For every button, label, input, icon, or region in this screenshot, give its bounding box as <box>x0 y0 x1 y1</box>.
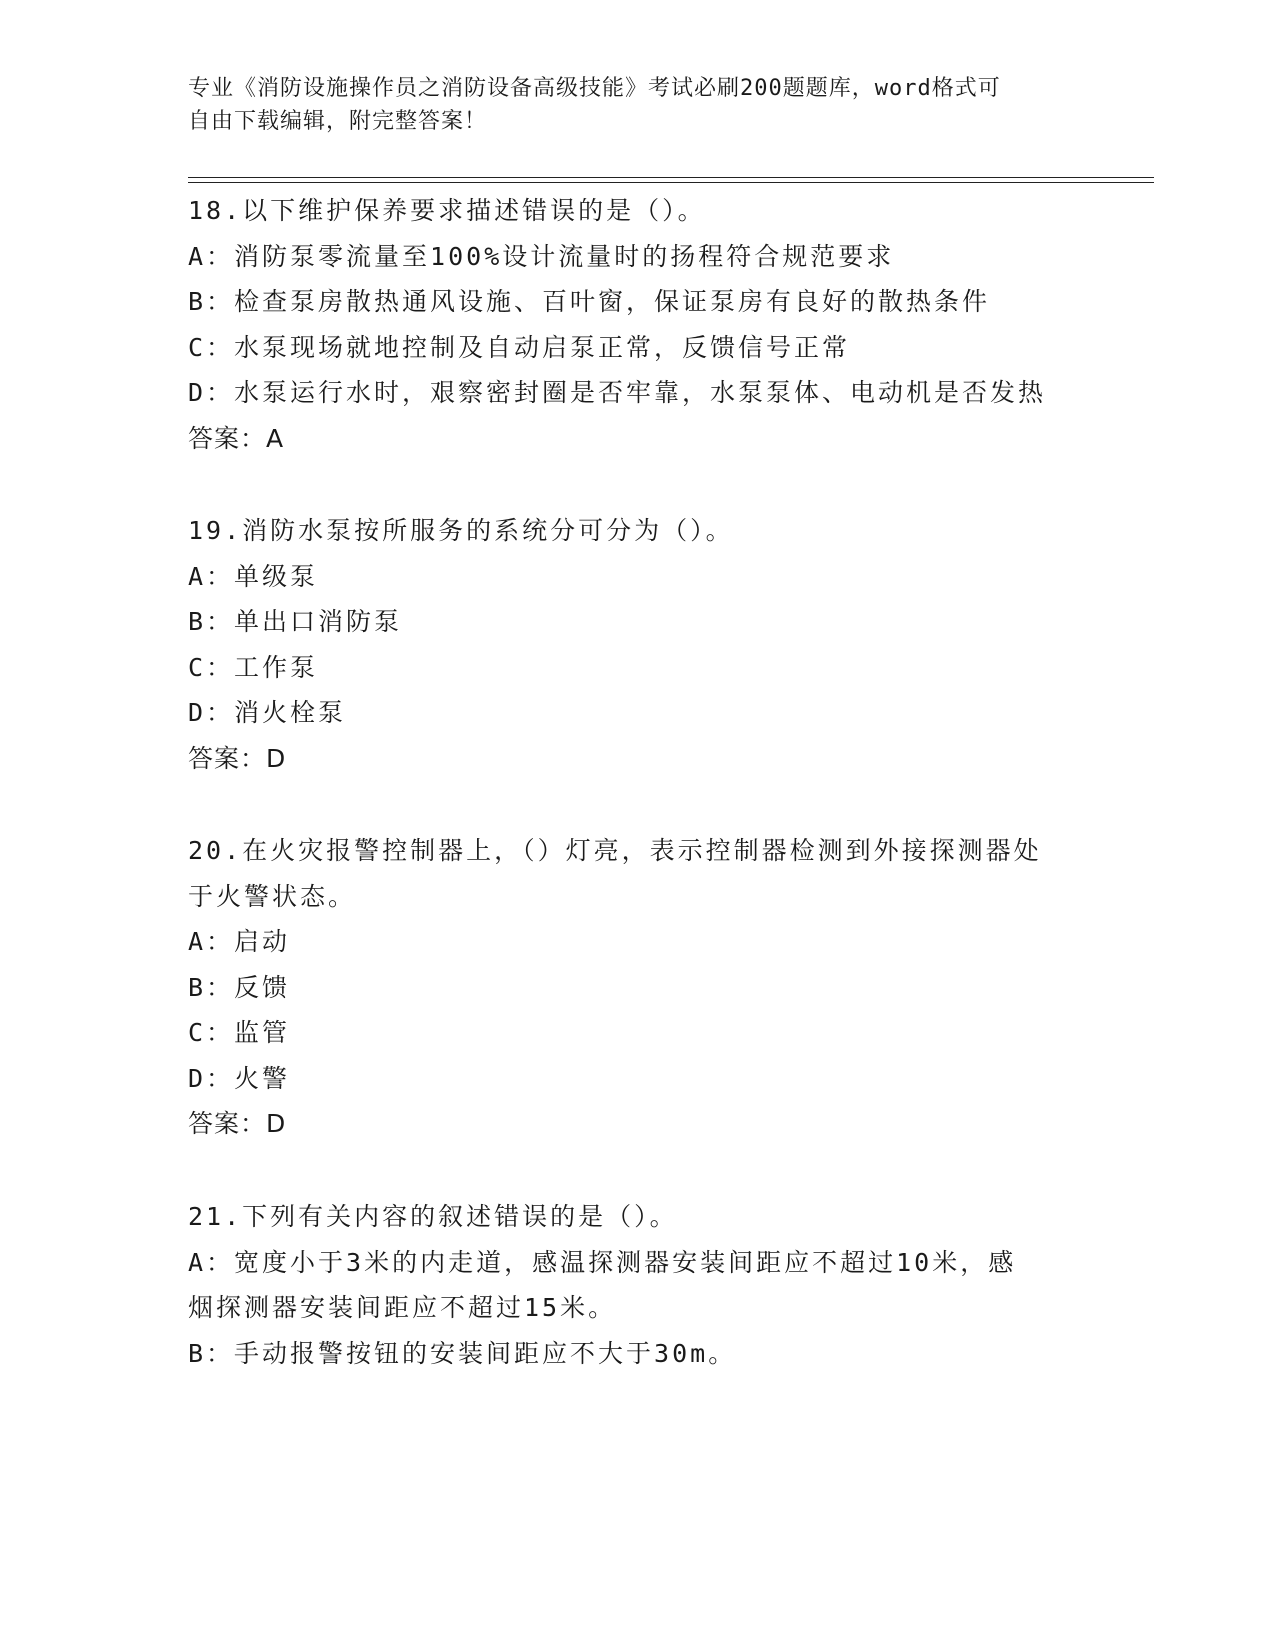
option-c: C：工作泵 <box>188 652 319 682</box>
document-header <box>188 72 1088 138</box>
option-a: A：单级泵 <box>188 561 319 591</box>
question-19 <box>188 508 1088 781</box>
header-divider-top <box>188 177 1154 178</box>
answer: 答案：D <box>188 1109 287 1138</box>
question-stem: 21.下列有关内容的叙述错误的是（）。 <box>188 1202 678 1231</box>
question-stem-continued: 于火警状态。 <box>188 881 357 911</box>
option-a-continued: 烟探测器安装间距应不超过15米。 <box>188 1293 617 1322</box>
option-b: B：手动报警按钮的安装间距应不大于30m。 <box>188 1338 737 1368</box>
option-a: A：消防泵零流量至100%设计流量时的扬程符合规范要求 <box>188 241 895 271</box>
answer: 答案：A <box>188 423 285 453</box>
option-b: B：单出口消防泵 <box>188 607 403 636</box>
question-20 <box>188 828 1088 1147</box>
question-18 <box>188 188 1088 461</box>
header-divider-bottom <box>188 182 1154 183</box>
answer: 答案：D <box>188 743 287 773</box>
question-stem: 20.在火灾报警控制器上，（）灯亮，表示控制器检测到外接探测器处 <box>188 836 1042 865</box>
header-line-1: 专业《消防设施操作员之消防设备高级技能》考试必刷200题题库，word格式可 <box>188 76 1001 101</box>
option-d: D：火警 <box>188 1063 291 1093</box>
option-c: C：水泵现场就地控制及自动启泵正常，反馈信号正常 <box>188 332 851 362</box>
option-d: D：消火栓泵 <box>188 698 347 727</box>
question-21 <box>188 1194 1088 1376</box>
option-d: D：水泵运行水时，艰察密封圈是否牢靠，水泵泵体、电动机是否发热 <box>188 378 1047 407</box>
option-c: C：监管 <box>188 1018 291 1047</box>
option-b: B：反馈 <box>188 972 291 1002</box>
question-stem: 19.消防水泵按所服务的系统分可分为（）。 <box>188 516 734 545</box>
question-stem: 18.以下维护保养要求描述错误的是（）。 <box>188 196 706 225</box>
option-a: A：启动 <box>188 927 291 956</box>
option-a: A：宽度小于3米的内走道，感温探测器安装间距应不超过10米，感 <box>188 1247 1017 1277</box>
header-line-2: 自由下载编辑，附完整答案！ <box>188 109 488 134</box>
option-b: B：检查泵房散热通风设施、百叶窗，保证泵房有良好的散热条件 <box>188 287 991 316</box>
